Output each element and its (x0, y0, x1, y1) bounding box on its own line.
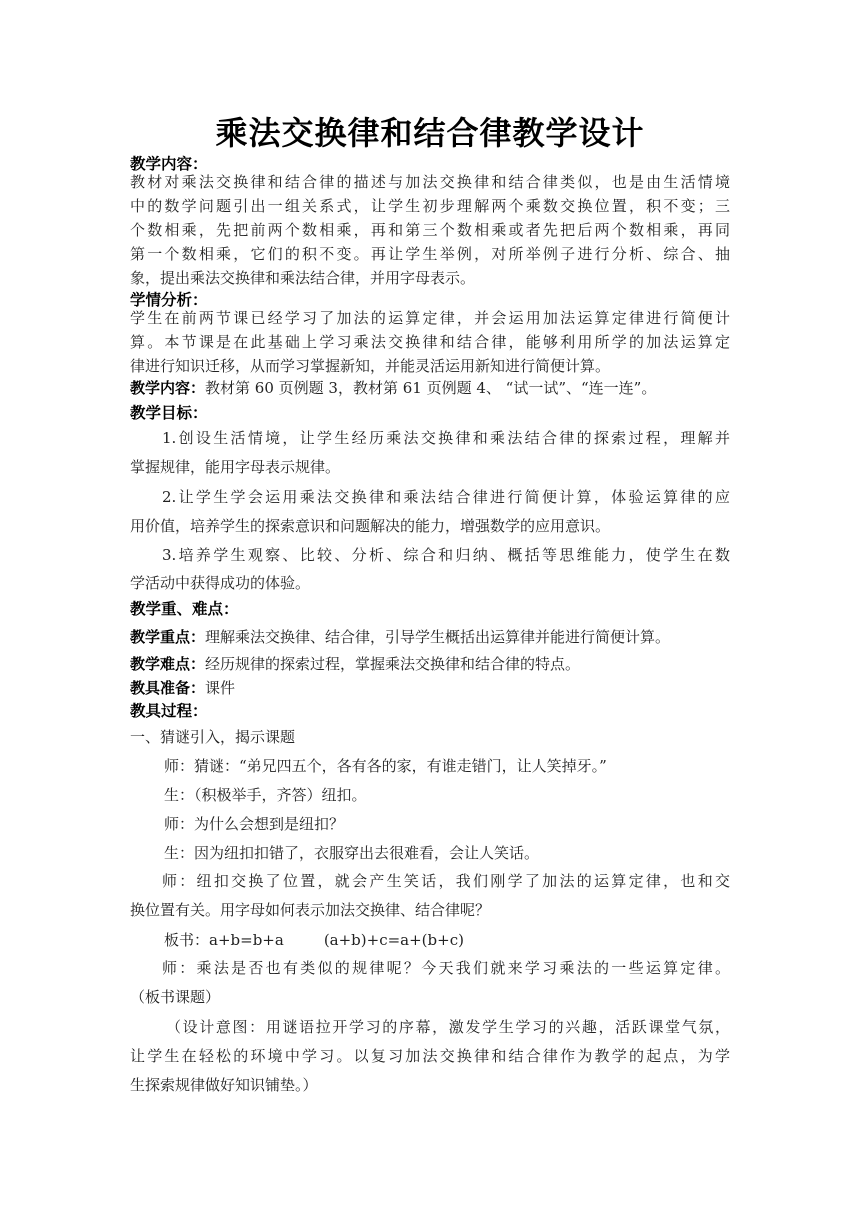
dialogue-line: 师：乘法是否也有类似的规律呢？今天我们就来学习乘法的一些运算定律。 (162, 959, 730, 977)
paragraph-line: 教材对乘法交换律和结合律的描述与加法交换律和结合律类似，也是由生活情境 (130, 173, 730, 191)
content-reference-label: 教学内容： (130, 379, 206, 397)
document-title: 乘法交换律和结合律教学设计 (215, 114, 645, 152)
dialogue-line: 生：（积极举手，齐答）纽扣。 (164, 786, 367, 804)
paragraph-line: 学生在前两节课已经学习了加法的运算定律，并会运用加法运算定律进行简便计 (130, 309, 730, 327)
goal-line: 1.创设生活情境，让学生经历乘法交换律和乘法结合律的探索过程，理解并 (162, 429, 730, 447)
student-analysis-heading: 学情分析： (130, 291, 208, 309)
dialogue-line: 师：纽扣交换了位置，就会产生笑话，我们刚学了加法的运算定律，也和交 (162, 872, 730, 890)
design-intent-line: 生探索规律做好知识铺垫。） (130, 1076, 318, 1094)
tools-label: 教具准备： (130, 679, 206, 697)
teaching-goals-heading: 教学目标： (130, 404, 208, 422)
design-intent-line: 让学生在轻松的环境中学习。以复习加法交换律和结合律作为教学的起点，为学 (130, 1047, 730, 1065)
board-writing-line (164, 929, 464, 950)
dialogue-line: （板书课题） (130, 988, 221, 1006)
key-difficult-heading: 教学重、难点： (130, 600, 239, 618)
dialogue-line: 师：猜谜：“弟兄四五个，各有各的家，有谁走错门，让人笑掉牙。” (164, 757, 607, 775)
difficult-point-label: 教学难点： (130, 655, 206, 673)
tools-line (130, 677, 235, 698)
paragraph-line: 中的数学问题引出一组关系式，让学生初步理解两个乘数交换位置，积不变；三 (130, 197, 730, 215)
dialogue-line: 师：为什么会想到是纽扣？ (164, 815, 345, 833)
goal-line: 2.让学生学会运用乘法交换律和乘法结合律进行简便计算，体验运算律的应 (162, 488, 730, 506)
paragraph-line: 律进行知识迁移，从而学习掌握新知，并能灵活运用新知进行简便计算。 (130, 357, 611, 375)
process-heading: 教具过程： (130, 702, 208, 720)
paragraph-line: 第一个数相乘，它们的积不变。再让学生举例，对所举例子进行分析、综合、抽 (130, 245, 730, 263)
dialogue-line: 生：因为纽扣扣错了，衣服穿出去很难看，会让人笑话。 (164, 844, 540, 862)
board-formula-1: a+b=b+a (209, 931, 284, 949)
goal-line: 3.培养学生观察、比较、分析、综合和归纳、概括等思维能力，使学生在数 (162, 546, 730, 564)
paragraph-line: 象，提出乘法交换律和乘法结合律，并用字母表示。 (130, 269, 476, 287)
dialogue-line: 换位置有关。用字母如何表示加法交换律、结合律呢？ (130, 901, 491, 919)
key-point-label: 教学重点： (130, 628, 206, 646)
tools-text: 课件 (205, 679, 236, 697)
key-point-line (130, 626, 670, 647)
content-reference-text: 教材第 60 页例题 3，教材第 61 页例题 4、 “试一试”、“连一连”。 (205, 379, 657, 397)
board-formula-2: (a+b)+c=a+(b+c) (323, 931, 464, 949)
goal-line: 用价值，培养学生的探索意识和问题解决的能力，增强数学的应用意识。 (130, 517, 611, 535)
difficult-point-text: 经历规律的探索过程，掌握乘法交换律和结合律的特点。 (205, 655, 581, 673)
teaching-content-heading: 教学内容： (130, 155, 208, 173)
paragraph-line: 个数相乘，先把前两个数相乘，再和第三个数相乘或者先把后两个数相乘，再同 (130, 221, 730, 239)
key-point-text: 理解乘法交换律、结合律，引导学生概括出运算律并能进行简便计算。 (205, 628, 671, 646)
goal-line: 学活动中获得成功的体验。 (130, 574, 311, 592)
board-label: 板书： (164, 931, 210, 949)
design-intent-line: （设计意图：用谜语拉开学习的序幕，激发学生学习的兴趣，活跃课堂气氛， (166, 1018, 730, 1036)
content-reference-line (130, 377, 656, 398)
difficult-point-line (130, 653, 580, 674)
goal-line: 掌握规律，能用字母表示规律。 (130, 458, 341, 476)
paragraph-line: 算。本节课是在此基础上学习乘法交换律和结合律，能够利用所学的加法运算定 (130, 333, 730, 351)
step-heading: 一、猜谜引入，揭示课题 (130, 728, 296, 746)
